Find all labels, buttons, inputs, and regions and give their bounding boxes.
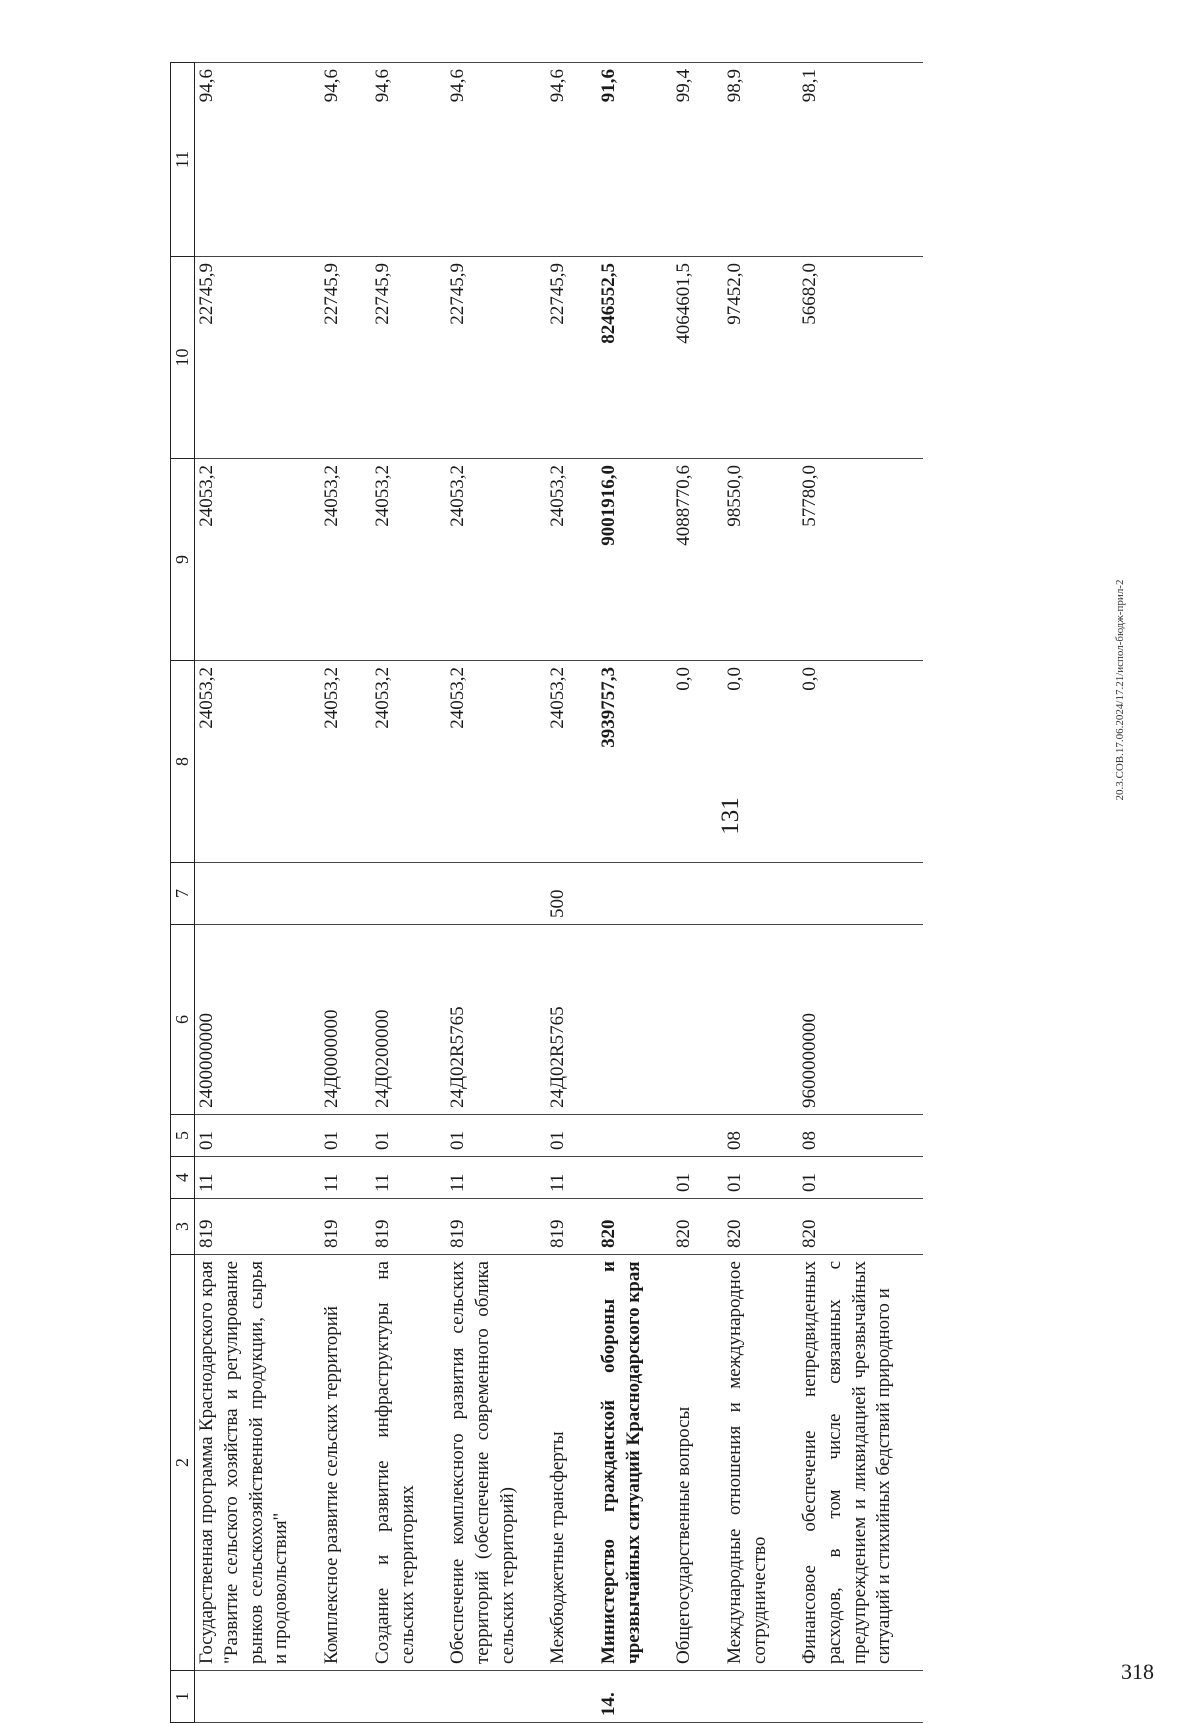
- cell-ministry-code: 820: [723, 1199, 798, 1255]
- cell-section: 11: [371, 1157, 446, 1199]
- cell-approved-law: 24053,2: [320, 661, 371, 863]
- cell-approved-list: 24053,2: [320, 459, 371, 661]
- cell-expense-type: [446, 863, 546, 925]
- cell-approved-law: 3939757,3: [597, 661, 672, 863]
- cell-name: Общегосударственные вопросы: [672, 1255, 723, 1671]
- column-header: 5: [171, 1115, 195, 1157]
- cell-target-article: [672, 925, 723, 1115]
- table-row: [320, 63, 371, 1723]
- cell-section: 01: [672, 1157, 723, 1199]
- cell-subsection: [597, 1115, 672, 1157]
- cell-name: Межбюджетные трансферты: [546, 1255, 597, 1671]
- cell-subsection: 01: [446, 1115, 546, 1157]
- cell-ministry-code: 819: [195, 1199, 320, 1255]
- column-header: 11: [171, 63, 195, 257]
- cell-target-article: 24Д0200000: [371, 925, 446, 1115]
- cell-ministry-code: 819: [546, 1199, 597, 1255]
- cell-expense-type: [195, 863, 320, 925]
- cell-ministry-code: 820: [672, 1199, 723, 1255]
- cell-percent: 94,6: [320, 63, 371, 257]
- cell-section: 01: [798, 1157, 923, 1199]
- table-row: [672, 63, 723, 1723]
- cell-approved-list: 24053,2: [446, 459, 546, 661]
- cell-expense-type: [597, 863, 672, 925]
- cell-executed: 4064601,5: [672, 257, 723, 459]
- cell-percent: 98,1: [798, 63, 923, 257]
- cell-approved-list: 4088770,6: [672, 459, 723, 661]
- column-header: 2: [171, 1255, 195, 1671]
- cell-section: [597, 1157, 672, 1199]
- cell-expense-type: [672, 863, 723, 925]
- cell-executed: 97452,0: [723, 257, 798, 459]
- budget-table: [170, 62, 923, 1723]
- cell-approved-law: 0,0: [672, 661, 723, 863]
- cell-expense-type: [723, 863, 798, 925]
- cell-executed: 22745,9: [546, 257, 597, 459]
- cell-target-article: 24Д02R5765: [446, 925, 546, 1115]
- table-row: [546, 63, 597, 1723]
- cell-approved-list: 24053,2: [546, 459, 597, 661]
- cell-name: Международные отношения и международное сотрудничество: [723, 1255, 798, 1671]
- document-page-number: 131: [717, 797, 744, 835]
- cell-section: 11: [320, 1157, 371, 1199]
- cell-name: Министерство гражданской обороны и чрезвычайных ситуаций Краснодарского края: [597, 1255, 672, 1671]
- cell-name: Государственная программа Краснодарского края "Развитие сельского хозяйства и регулирование рынков сельскохозяйственной продукции, сырья и продовольствия": [195, 1255, 320, 1671]
- table-row: [597, 63, 672, 1723]
- column-header: 7: [171, 863, 195, 925]
- column-header: 4: [171, 1157, 195, 1199]
- cell-approved-list: 57780,0: [798, 459, 923, 661]
- cell-target-article: 2400000000: [195, 925, 320, 1115]
- cell-approved-list: 98550,0: [723, 459, 798, 661]
- cell-percent: 94,6: [546, 63, 597, 257]
- table-row: [798, 63, 923, 1723]
- cell-percent: 91,6: [597, 63, 672, 257]
- cell-approved-law: 24053,2: [371, 661, 446, 863]
- page-number: 318: [1121, 1659, 1154, 1684]
- table-row: [371, 63, 446, 1723]
- cell-section: 11: [195, 1157, 320, 1199]
- table-row: [723, 63, 798, 1723]
- cell-approved-law: 0,0: [798, 661, 923, 863]
- cell-target-article: 9600000000: [798, 925, 923, 1115]
- cell-executed: 22745,9: [195, 257, 320, 459]
- cell-section: 01: [723, 1157, 798, 1199]
- column-header: 10: [171, 257, 195, 459]
- cell-subsection: 01: [371, 1115, 446, 1157]
- cell-number: 14.: [597, 1671, 672, 1723]
- cell-executed: 22745,9: [371, 257, 446, 459]
- table-row: [195, 63, 320, 1723]
- cell-subsection: 01: [320, 1115, 371, 1157]
- cell-executed: 8246552,5: [597, 257, 672, 459]
- column-header: 3: [171, 1199, 195, 1255]
- cell-name: Комплексное развитие сельских территорий: [320, 1255, 371, 1671]
- cell-name: Финансовое обеспечение непредвиденных расходов, в том числе связанных с предупреждением и ликвидацией чрезвычайных ситуаций и стихийных бедствий природного и: [798, 1255, 923, 1671]
- cell-executed: 56682,0: [798, 257, 923, 459]
- cell-subsection: [672, 1115, 723, 1157]
- table-row: [446, 63, 546, 1723]
- column-header: 8: [171, 661, 195, 863]
- cell-percent: 94,6: [371, 63, 446, 257]
- cell-target-article: 24Д0000000: [320, 925, 371, 1115]
- cell-approved-list: 24053,2: [371, 459, 446, 661]
- cell-executed: 22745,9: [320, 257, 371, 459]
- cell-executed: 22745,9: [446, 257, 546, 459]
- cell-percent: 94,6: [446, 63, 546, 257]
- cell-target-article: [597, 925, 672, 1115]
- cell-percent: 99,4: [672, 63, 723, 257]
- cell-approved-list: 9001916,0: [597, 459, 672, 661]
- cell-subsection: 01: [195, 1115, 320, 1157]
- cell-target-article: 24Д02R5765: [546, 925, 597, 1115]
- cell-ministry-code: 820: [597, 1199, 672, 1255]
- cell-ministry-code: 819: [446, 1199, 546, 1255]
- cell-subsection: 01: [546, 1115, 597, 1157]
- rotated-table-container: [170, 63, 1180, 1723]
- cell-approved-law: 24053,2: [546, 661, 597, 863]
- cell-name: Создание и развитие инфраструктуры на сельских территориях: [371, 1255, 446, 1671]
- cell-approved-law: 24053,2: [195, 661, 320, 863]
- cell-ministry-code: 819: [371, 1199, 446, 1255]
- footer-code: 20.3.СОВ.17.06.2024/17.21/испол-бюдж-прил-2: [1114, 579, 1126, 801]
- column-header: 9: [171, 459, 195, 661]
- table-body: [195, 63, 923, 1723]
- table-header-row: [171, 63, 195, 1723]
- cell-subsection: 08: [723, 1115, 798, 1157]
- cell-percent: 98,9: [723, 63, 798, 257]
- column-header: 1: [171, 1671, 195, 1723]
- cell-percent: 94,6: [195, 63, 320, 257]
- cell-section: 11: [546, 1157, 597, 1199]
- cell-ministry-code: 819: [320, 1199, 371, 1255]
- cell-subsection: 08: [798, 1115, 923, 1157]
- cell-approved-law: 0,0: [723, 661, 798, 863]
- cell-approved-law: 24053,2: [446, 661, 546, 863]
- cell-section: 11: [446, 1157, 546, 1199]
- column-header: 6: [171, 925, 195, 1115]
- cell-name: Обеспечение комплексного развития сельских территорий (обеспечение современного облика сельских территорий): [446, 1255, 546, 1671]
- cell-expense-type: [371, 863, 446, 925]
- cell-ministry-code: 820: [798, 1199, 923, 1255]
- cell-approved-list: 24053,2: [195, 459, 320, 661]
- cell-expense-type: [320, 863, 371, 925]
- cell-target-article: [723, 925, 798, 1115]
- cell-expense-type: 500: [546, 863, 597, 925]
- cell-expense-type: [798, 863, 923, 925]
